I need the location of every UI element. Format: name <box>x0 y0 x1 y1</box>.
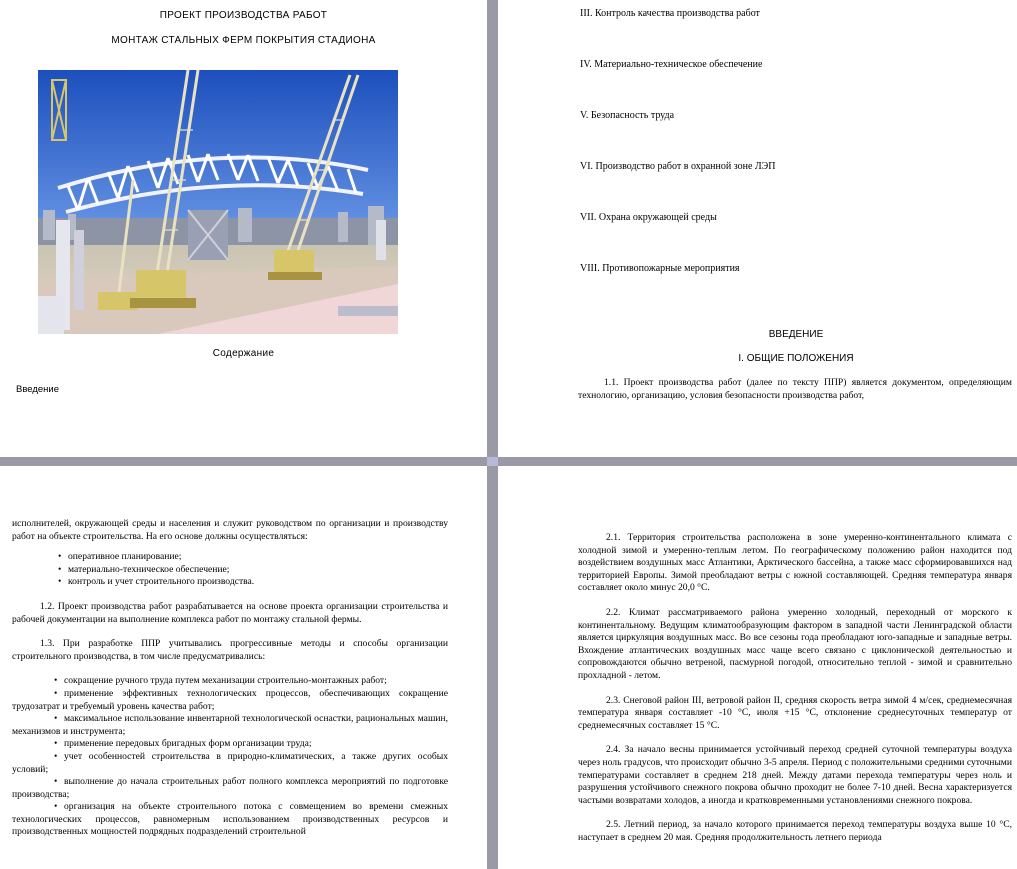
document-title: ПРОЕКТ ПРОИЗВОДСТВА РАБОТ <box>159 10 328 21</box>
page-1 <box>0 0 487 457</box>
general-provisions-heading: I. ОБЩИЕ ПОЛОЖЕНИЯ <box>738 353 854 364</box>
paragraph-2-1: 2.1. Территория строительства расположена в зоне умеренно-континентального климата с холодной зимой и умеренно-теплым летом. По географическому положению район находится под воздействием воздушных масс Атлантики, Арктического бассейна, а также масс сформировавшихся над территорией Европы. Зимой преобладают ветры с южной составляющей. Средняя температура января составляет около минус 20,0 °С. <box>578 532 1012 594</box>
document-subtitle: МОНТАЖ СТАЛЬНЫХ ФЕРМ ПОКРЫТИЯ СТАДИОНА <box>111 35 376 46</box>
list-item: • применение эффективных технологических процессов, обеспечивающих сокращение трудозатрат и требуемый уровень качества работ; <box>12 688 448 713</box>
paragraph-2-3: 2.3. Снеговой район III, ветровой район II, средняя скорость ветра зимой 4 м/сек, среднемесячная температура января составляет -10 °С, июля +15 °С, отклонение среднесуточных температур от среднемесячных составляет 15 °С. <box>578 694 1012 731</box>
introduction-heading: ВВЕДЕНИЕ <box>768 329 824 340</box>
list-item: • выполнение до начала строительных работ полного комплекса мероприятий по подготовке производства; <box>12 776 448 801</box>
bullet-list-activities <box>68 551 448 589</box>
page-3 <box>0 466 487 869</box>
list-item: • максимальное использование инвентарной технологической оснастки, рациональных машин, механизмов и инструмента; <box>12 713 448 738</box>
toc-item-viii: VIII. Противопожарные мероприятия <box>580 263 740 274</box>
bullet-list-methods <box>12 675 448 839</box>
list-item: • контроль и учет строительного производства. <box>68 576 448 589</box>
paragraph-2-4: 2.4. За начало весны принимается устойчивый переход средней суточной температуры воздуха через ноль градусов, что происходит обычно 3-5 апреля. Период с положительными средними суточными температурами составляет в среднем 218 дней. Между датами перехода температуры через ноль и разрушения устойчивого снежного покрова обычно проходит не более 7-10 дней. Весна характеризуется частыми возвратами холодов, а иногда и кратковременными установлениями снежного покрова. <box>578 744 1012 806</box>
list-item: • материально-техническое обеспечение; <box>68 564 448 577</box>
list-item: • сокращение ручного труда путем механизации строительно-монтажных работ; <box>12 675 448 688</box>
paragraph-1-2: 1.2. Проект производства работ разрабатывается на основе проекта организации строительства и рабочей документации на выполнение комплекса работ по монтажу стальной фермы. <box>12 600 448 625</box>
page-4 <box>498 466 1017 869</box>
toc-item-iii: III. Контроль качества производства работ <box>580 8 760 19</box>
toc-item-iv: IV. Материально-техническое обеспечение <box>580 59 763 70</box>
paragraph-1-3: 1.3. При разработке ППР учитывались прогрессивные методы и способы организации строительного производства, в том числе предусматривались: <box>12 638 448 662</box>
paragraph-continuation: исполнителей, окружающей среды и населения и служит руководством по организации и производству работ на объекте строительства. На его основе должны осуществляться: <box>12 518 448 542</box>
toc-item-v: V. Безопасность труда <box>580 110 675 121</box>
toc-item-vi: VI. Производство работ в охранной зоне ЛЭП <box>580 161 776 172</box>
toc-introduction: Введение <box>16 384 60 395</box>
horizontal-page-gutter <box>0 457 1017 466</box>
paragraph-1-1: 1.1. Проект производства работ (далее по тексту ППР) является документом, определяющим технологию, организацию, условия безопасности производства работ, <box>578 377 1012 401</box>
page-2 <box>498 0 1017 457</box>
list-item: • оперативное планирование; <box>68 551 448 564</box>
gutter-crossing <box>487 457 498 466</box>
list-item: • применение передовых бригадных форм организации труда; <box>12 738 448 751</box>
list-item: • организация на объекте строительного потока с совмещением во времени смежных технологических процессов, равномерным использованием производственных ресурсов и производственных мощностей подрядных подразделений строительной <box>12 801 448 839</box>
paragraph-2-2: 2.2. Климат рассматриваемого района умеренно холодный, переходный от морского к континентальному. Ведущим климатообразующим фактором в западной части Ленинградской области является циркуляция воздушных масс. Во все сезоны года преобладают юго-западные и западные ветры. Вхождение атлантических воздушных масс чаще всего связано с циклонической деятельностью и сопровождаются обычно ветреной, пасмурной погодой, относительно теплой - зимой и сравнительно прохладной - летом. <box>578 606 1012 681</box>
contents-heading: Содержание <box>212 348 275 359</box>
list-item: • учет особенностей строительства в природно-климатических, а также других особых условий; <box>12 751 448 776</box>
toc-item-vii: VII. Охрана окружающей среды <box>580 212 717 223</box>
vertical-page-gutter <box>487 0 498 869</box>
stadium-truss-photo <box>38 70 398 334</box>
paragraph-2-5: 2.5. Летний период, за начало которого принимается переход температуры воздуха выше 10 °С, наступает в среднем 20 мая. Средняя продолжительность летнего периода <box>578 819 1012 843</box>
